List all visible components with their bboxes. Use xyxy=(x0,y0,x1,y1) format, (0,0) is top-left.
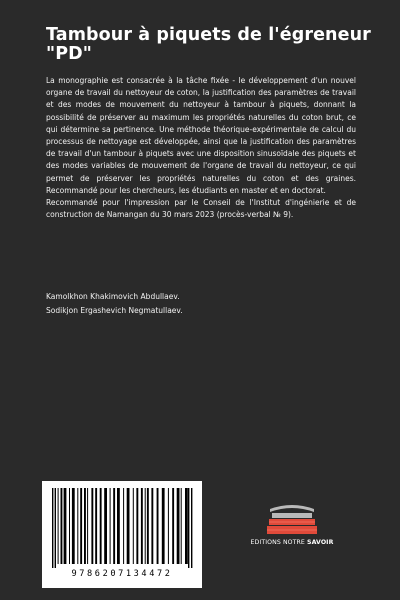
isbn-number: 9786207134472 xyxy=(71,569,173,579)
book-title: Tambour à piquets de l'égreneur "PD" xyxy=(46,25,371,64)
book-abstract xyxy=(46,75,356,221)
publisher-name xyxy=(244,539,340,546)
recommendation-paragraph: Recommandé pour l'impression par le Conseil de l'Institut d'ingénierie et de construction de Namangan du 30 mars 2023 (procès-verbal № 9). xyxy=(46,198,356,220)
abstract-paragraph: La monographie est consacrée à la tâche fixée - le développement d'un nouvel organe de travail du nettoyeur de coton, la justification des paramètres de travail et des modes de mouvement du nettoyeur à tambour à piquets, donnant la possibilité de préserver au maximum les propriétés naturelles du coton brut, ce qui détermine sa pertinence. Une méthode théorique-expérimentale de calcul du processus de nettoyage est développée, ainsi que la justification des paramètres de travail d'un tambour à piquets avec une disposition sinusoïdale des piquets et des modes variables de mouvement de l'organe de travail du nettoyeur, ce qui permet de préserver les propriétés naturelles du coton et des graines. Recommandé pour les chercheurs, les étudiants en master et en doctorat. xyxy=(46,76,356,195)
publisher-logo-block xyxy=(244,499,340,559)
publisher-name-part2: SAVOIR xyxy=(307,539,334,546)
stacked-books-icon xyxy=(260,499,324,535)
author-name: Sodikjon Ergashevich Negmatullaev. xyxy=(46,305,183,315)
author-list xyxy=(46,290,183,317)
isbn-barcode xyxy=(42,481,202,588)
publisher-name-part1: EDITIONS NOTRE xyxy=(250,539,305,546)
barcode-bars xyxy=(50,488,194,568)
author-name: Kamolkhon Khakimovich Abdullaev. xyxy=(46,292,180,301)
